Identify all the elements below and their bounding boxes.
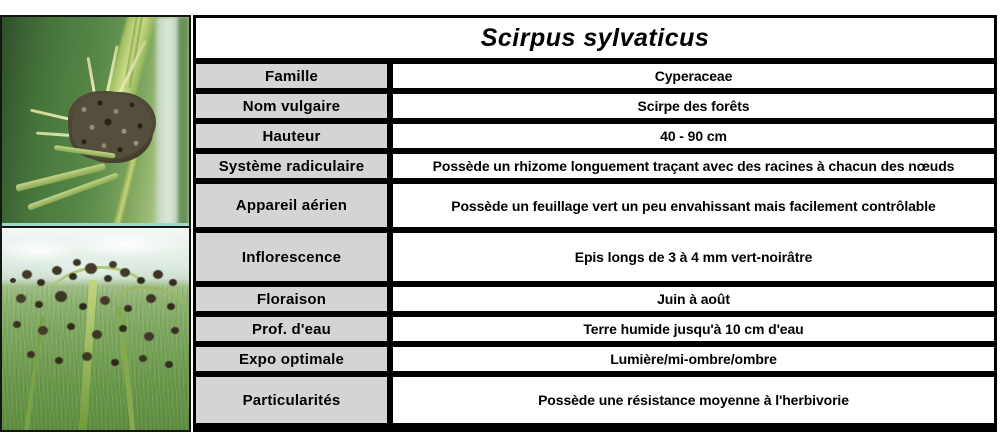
photo-meadow-seed-heads — [0, 228, 191, 432]
row-value: Scirpe des forêts — [390, 91, 997, 121]
blurred-stripe — [178, 17, 189, 226]
row-label: Appareil aérien — [193, 181, 390, 230]
table-title-row — [193, 15, 997, 61]
table-row-floraison — [193, 284, 997, 314]
table-row-famille — [193, 61, 997, 91]
photo-closeup-inflorescence — [0, 15, 191, 228]
row-value: Juin à août — [390, 284, 997, 314]
table-row-particularites — [193, 374, 997, 426]
row-label: Floraison — [193, 284, 390, 314]
table-bottom-border — [193, 426, 997, 432]
row-label: Inflorescence — [193, 230, 390, 284]
row-label: Particularités — [193, 374, 390, 426]
row-value: Terre humide jusqu'à 10 cm d'eau — [390, 314, 997, 344]
row-label: Nom vulgaire — [193, 91, 390, 121]
row-label: Prof. d'eau — [193, 314, 390, 344]
plant-stem — [109, 149, 141, 228]
row-value: Epis longs de 3 à 4 mm vert-noirâtre — [390, 230, 997, 284]
row-label: Famille — [193, 61, 390, 91]
row-value: Cyperaceae — [390, 61, 997, 91]
table-row-systeme-radiculaire — [193, 151, 997, 181]
photo-edge-artifact — [2, 223, 189, 226]
table-row-nom-vulgaire — [193, 91, 997, 121]
row-value: Possède un feuillage vert un peu envahissant mais facilement contrôlable — [390, 181, 997, 230]
row-value: Possède une résistance moyenne à l'herbivorie — [390, 374, 997, 426]
row-value: 40 - 90 cm — [390, 121, 997, 151]
row-label: Système radiculaire — [193, 151, 390, 181]
row-label: Expo optimale — [193, 344, 390, 374]
row-label: Hauteur — [193, 121, 390, 151]
row-value: Possède un rhizome longuement traçant avec des racines à chacun des nœuds — [390, 151, 997, 181]
table-row-inflorescence — [193, 230, 997, 284]
table-row-appareil-aerien — [193, 181, 997, 230]
table-row-prof-eau — [193, 314, 997, 344]
row-value: Lumière/mi-ombre/ombre — [390, 344, 997, 374]
species-title: Scirpus sylvaticus — [480, 23, 710, 52]
table-row-hauteur — [193, 121, 997, 151]
seed-head-cluster — [10, 278, 16, 283]
table-row-expo-optimale — [193, 344, 997, 374]
plant-table — [193, 15, 997, 432]
